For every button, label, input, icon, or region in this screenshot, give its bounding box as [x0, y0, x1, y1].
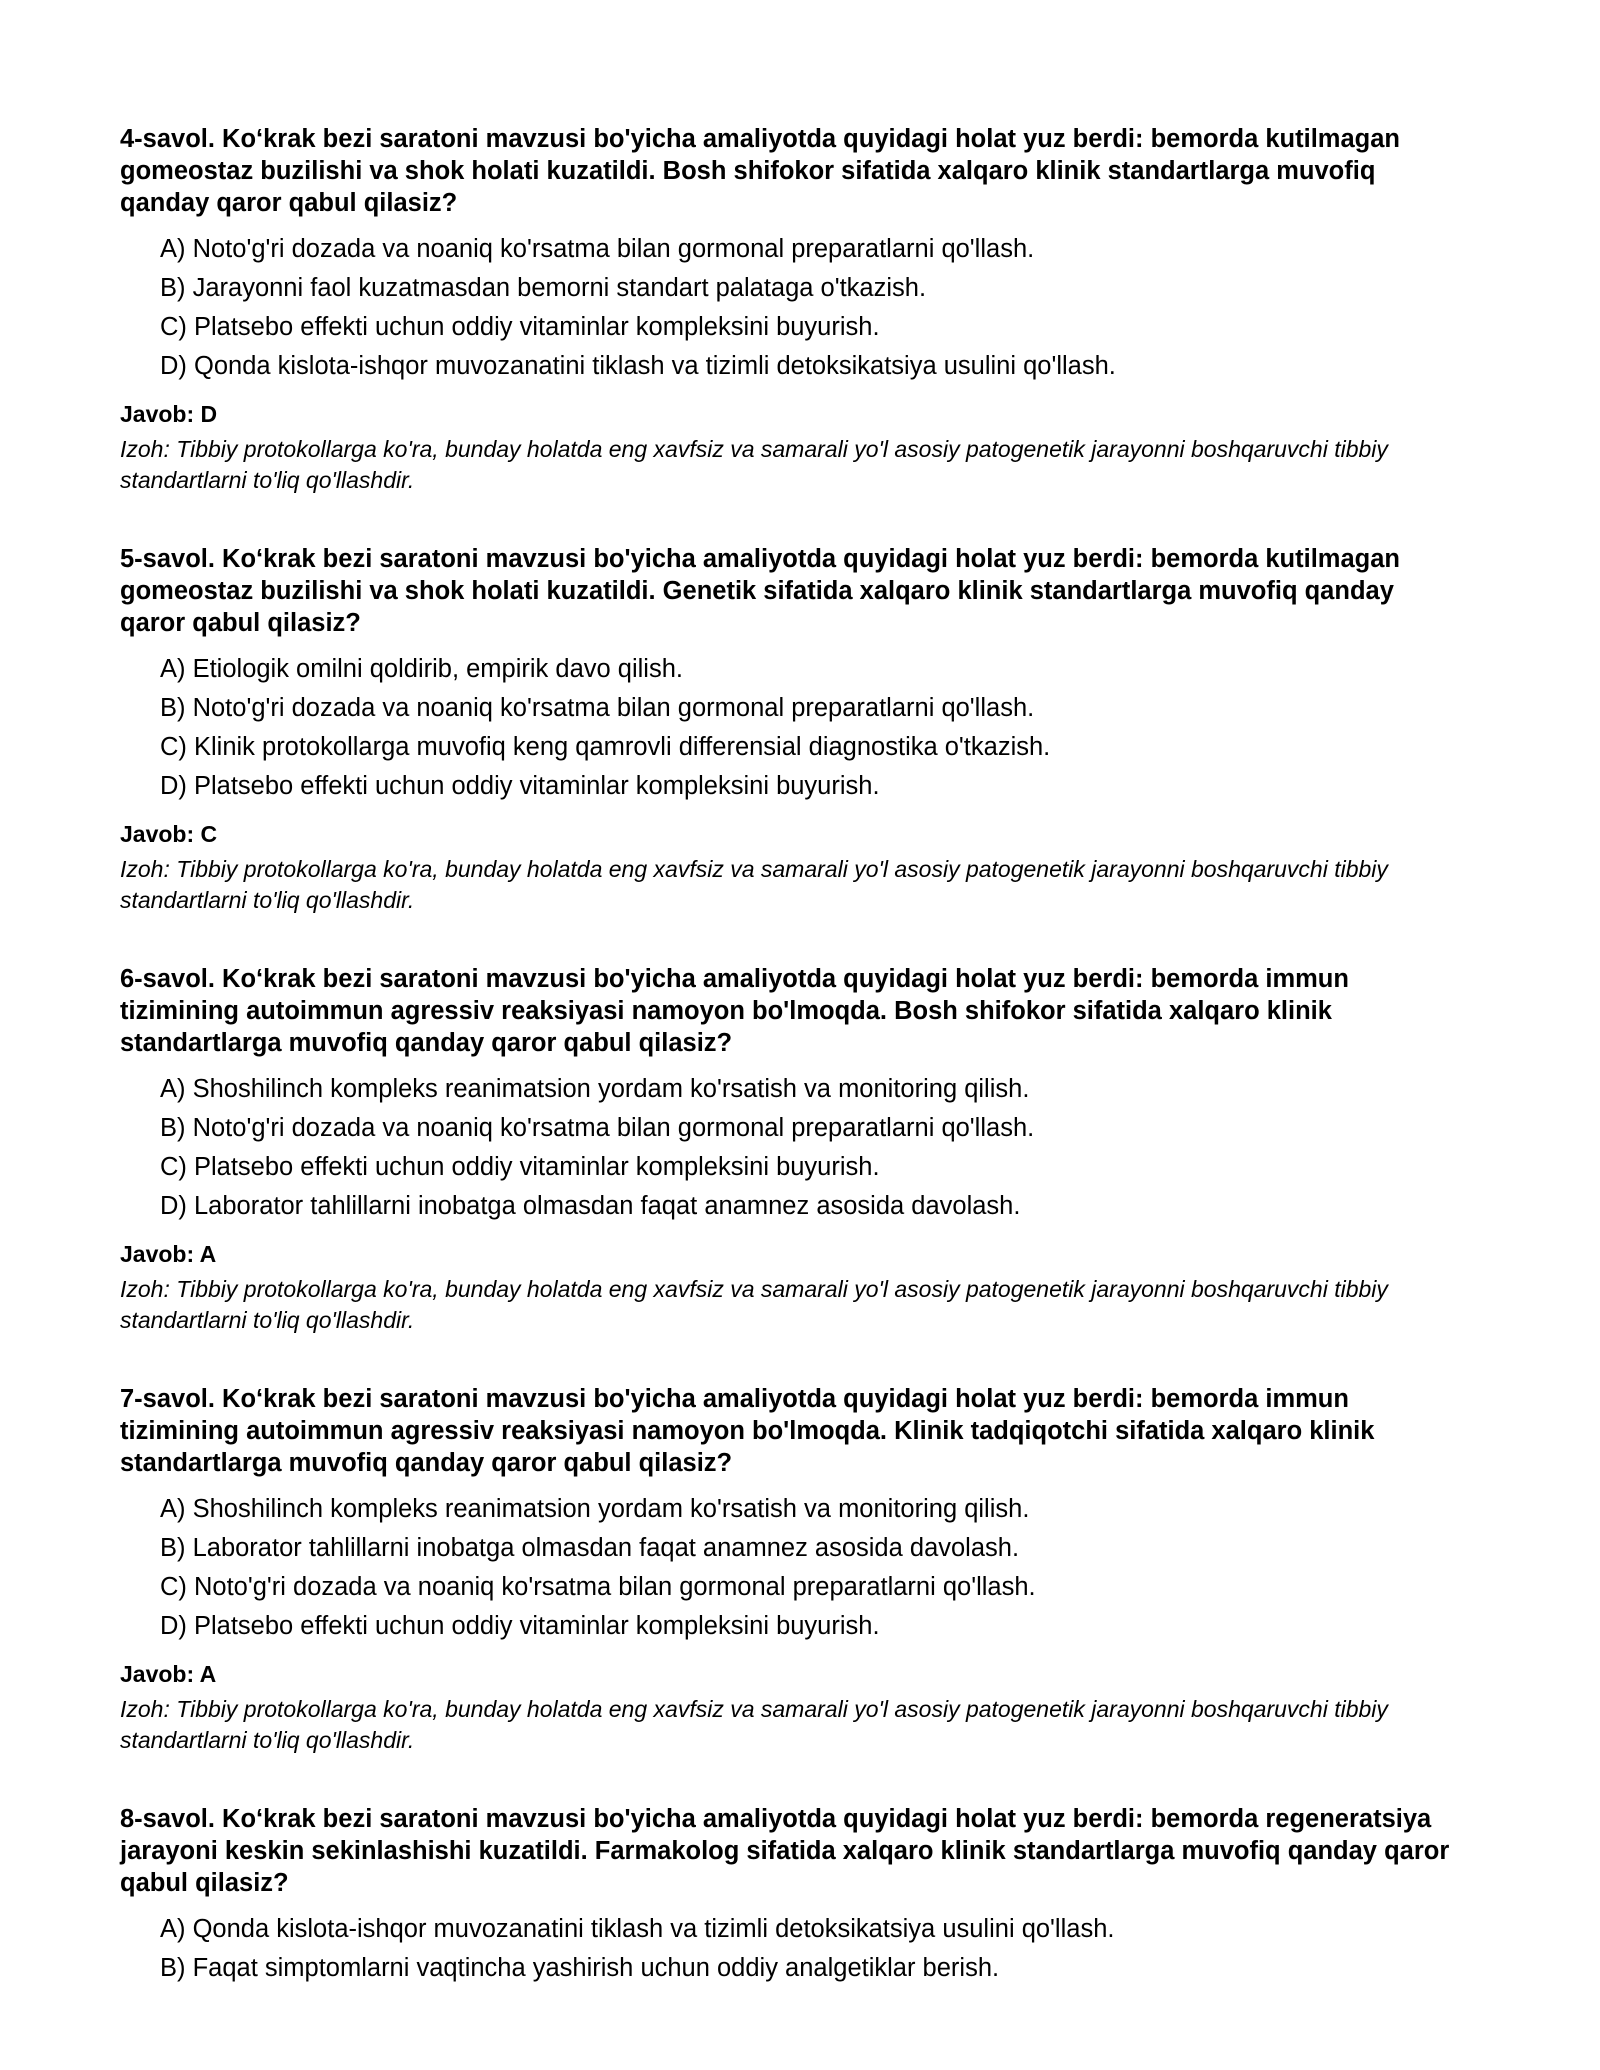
options-list	[160, 230, 1460, 386]
option-c: C) Klinik protokollarga muvofiq keng qamrovli differensial diagnostika o'tkazish.	[160, 733, 1051, 761]
question-title: 8-savol. Ko‘krak bezi saratoni mavzusi bo'yicha amaliyotda quyidagi holat yuz berdi: bemorda regeneratsiya jarayoni keskin sekinlashishi kuzatildi. Farmakolog sifatida xalqaro klinik standartlarga muvofiq qanday qaror qabul qilasiz?	[120, 1805, 1450, 1897]
question-title: 7-savol. Ko‘krak bezi saratoni mavzusi bo'yicha amaliyotda quyidagi holat yuz berdi: bemorda immun tizimining autoimmun agressiv reaksiyasi namoyon bo'lmoqda. Klinik tadqiqotchi sifatida xalqaro klinik standartlarga muvofiq qanday qaror qabul qilasiz?	[120, 1385, 1375, 1477]
question-4	[120, 123, 1460, 496]
option-b: B) Noto'g'ri dozada va noaniq ko'rsatma bilan gormonal preparatlarni qo'llash.	[160, 1114, 1035, 1142]
option-a: A) Noto'g'ri dozada va noaniq ko'rsatma bilan gormonal preparatlarni qo'llash.	[160, 235, 1035, 263]
option-d: D) Qonda kislota-ishqor muvozanatini tiklash va tizimli detoksikatsiya usulini qo'llash.	[160, 352, 1116, 380]
option-a: A) Shoshilinch kompleks reanimatsion yordam ko'rsatish va monitoring qilish.	[160, 1075, 1030, 1103]
option-a: A) Shoshilinch kompleks reanimatsion yordam ko'rsatish va monitoring qilish.	[160, 1495, 1030, 1523]
explanation-text: Izoh: Tibbiy protokollarga ko'ra, bunday holatda eng xavfsiz va samarali yo'l asosiy patogenetik jarayonni boshqaruvchi tibbiy standartlarni to'liq qo'llashdir.	[120, 856, 1388, 913]
explanation-text: Izoh: Tibbiy protokollarga ko'ra, bunday holatda eng xavfsiz va samarali yo'l asosiy patogenetik jarayonni boshqaruvchi tibbiy standartlarni to'liq qo'llashdir.	[120, 1276, 1388, 1333]
option-c: C) Platsebo effekti uchun oddiy vitaminlar kompleksini buyurish.	[160, 313, 880, 341]
options-list	[160, 1910, 1460, 1988]
option-c: C) Platsebo effekti uchun oddiy vitaminlar kompleksini buyurish.	[160, 1153, 880, 1181]
question-5	[120, 543, 1460, 916]
option-d: D) Platsebo effekti uchun oddiy vitaminlar kompleksini buyurish.	[160, 772, 880, 800]
question-title: 5-savol. Ko‘krak bezi saratoni mavzusi bo'yicha amaliyotda quyidagi holat yuz berdi: bemorda kutilmagan gomeostaz buzilishi va shok holati kuzatildi. Genetik sifatida xalqaro klinik standartlarga muvofiq qanday qaror qabul qilasiz?	[120, 545, 1400, 637]
options-list	[160, 1070, 1460, 1226]
answer-label: Javob: A	[120, 1661, 217, 1687]
question-title: 6-savol. Ko‘krak bezi saratoni mavzusi bo'yicha amaliyotda quyidagi holat yuz berdi: bemorda immun tizimining autoimmun agressiv reaksiyasi namoyon bo'lmoqda. Bosh shifokor sifatida xalqaro klinik standartlarga muvofiq qanday qaror qabul qilasiz?	[120, 965, 1349, 1057]
question-6	[120, 963, 1460, 1336]
document-page	[120, 123, 1460, 2035]
explanation-text: Izoh: Tibbiy protokollarga ko'ra, bunday holatda eng xavfsiz va samarali yo'l asosiy patogenetik jarayonni boshqaruvchi tibbiy standartlarni to'liq qo'llashdir.	[120, 1696, 1388, 1753]
option-b: B) Laborator tahlillarni inobatga olmasdan faqat anamnez asosida davolash.	[160, 1534, 1020, 1562]
option-a: A) Etiologik omilni qoldirib, empirik davo qilish.	[160, 655, 683, 683]
answer-label: Javob: D	[120, 401, 218, 427]
option-c: C) Noto'g'ri dozada va noaniq ko'rsatma bilan gormonal preparatlarni qo'llash.	[160, 1573, 1036, 1601]
option-d: D) Laborator tahlillarni inobatga olmasdan faqat anamnez asosida davolash.	[160, 1192, 1021, 1220]
explanation-text: Izoh: Tibbiy protokollarga ko'ra, bunday holatda eng xavfsiz va samarali yo'l asosiy patogenetik jarayonni boshqaruvchi tibbiy standartlarni to'liq qo'llashdir.	[120, 436, 1388, 493]
question-title: 4-savol. Ko‘krak bezi saratoni mavzusi bo'yicha amaliyotda quyidagi holat yuz berdi: bemorda kutilmagan gomeostaz buzilishi va shok holati kuzatildi. Bosh shifokor sifatida xalqaro klinik standartlarga muvofiq qanday qaror qabul qilasiz?	[120, 125, 1400, 217]
options-list	[160, 1490, 1460, 1646]
options-list	[160, 650, 1460, 806]
option-d: D) Platsebo effekti uchun oddiy vitaminlar kompleksini buyurish.	[160, 1612, 880, 1640]
question-7	[120, 1383, 1460, 1756]
option-a: A) Qonda kislota-ishqor muvozanatini tiklash va tizimli detoksikatsiya usulini qo'llash.	[160, 1915, 1115, 1943]
answer-label: Javob: C	[120, 821, 218, 847]
option-b: B) Noto'g'ri dozada va noaniq ko'rsatma bilan gormonal preparatlarni qo'llash.	[160, 694, 1035, 722]
answer-label: Javob: A	[120, 1241, 217, 1267]
option-b: B) Faqat simptomlarni vaqtincha yashirish uchun oddiy analgetiklar berish.	[160, 1954, 1000, 1982]
question-8	[120, 1803, 1460, 1988]
option-b: B) Jarayonni faol kuzatmasdan bemorni standart palataga o'tkazish.	[160, 274, 927, 302]
